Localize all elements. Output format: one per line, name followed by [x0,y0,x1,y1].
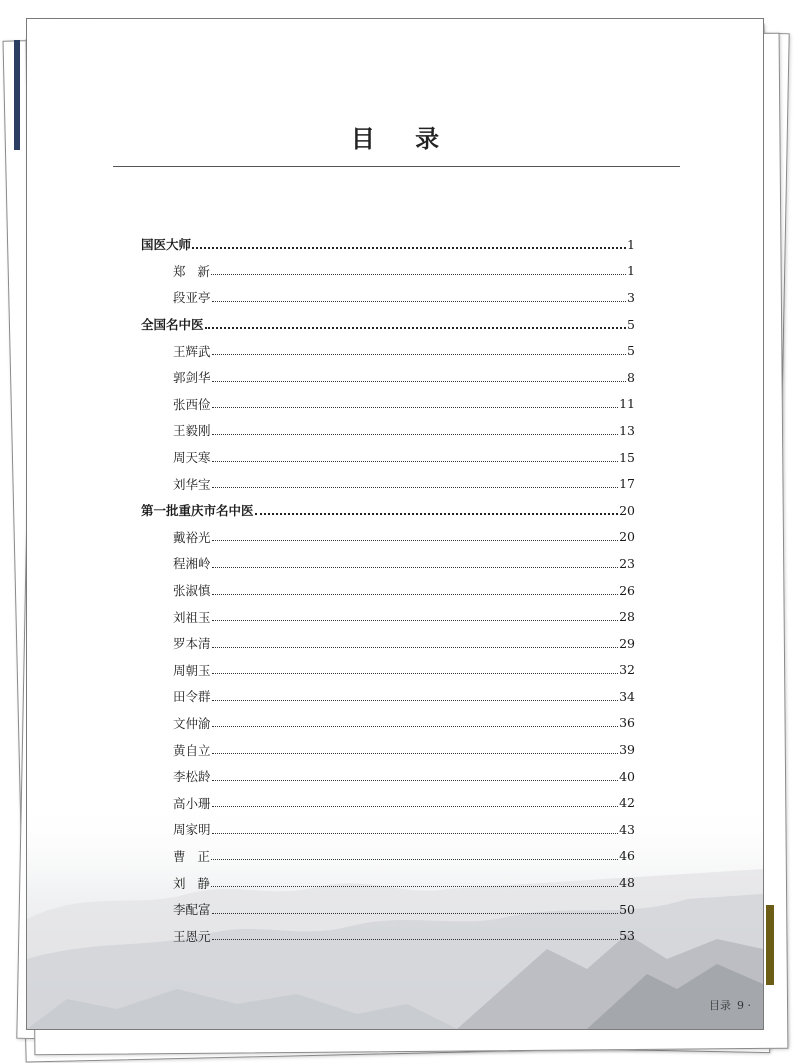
toc-item-name: 第一批重庆市名中医 [141,503,254,519]
toc-item-name: 周朝玉 [173,662,211,678]
toc-entry-row[interactable] [141,657,635,684]
dot-leader [212,567,619,568]
toc-entry-row[interactable] [141,258,635,285]
toc-page-number: 5 [627,316,635,332]
dot-leader [212,487,619,488]
dot-leader [212,939,619,940]
dot-leader [205,327,627,329]
toc-item-name: 文仲渝 [173,715,211,731]
dot-leader [255,513,619,515]
toc-entry-row[interactable] [141,843,635,870]
toc-page-number: 1 [627,236,635,252]
dot-leader [212,301,627,302]
toc-item-name: 田令群 [173,689,211,705]
toc-entry-row[interactable] [141,869,635,896]
toc-entry-row[interactable] [141,896,635,923]
toc-page-number: 26 [619,582,635,598]
dot-leader [212,753,619,754]
toc-item-name: 全国名中医 [141,317,204,333]
toc-entry-row[interactable] [141,816,635,843]
toc-page-number: 40 [619,768,635,784]
toc-page-number: 1 [627,263,635,279]
toc-page-number: 17 [619,476,635,492]
dot-leader [212,700,619,701]
toc-page-number: 8 [627,369,635,385]
toc-entry-row[interactable] [141,470,635,497]
toc-page [26,18,764,1030]
toc-item-name: 罗本清 [173,636,211,652]
toc-item-name: 国医大师 [141,237,192,253]
toc-entry-row[interactable] [141,789,635,816]
dot-leader [192,247,626,249]
toc-page-number: 13 [619,422,635,438]
toc-entry-row[interactable] [141,922,635,949]
toc-entry-row[interactable] [141,337,635,364]
book-edge-blue [14,40,20,150]
toc-item-name: 王毅刚 [173,423,211,439]
footer-page-number: 9 · [737,999,751,1012]
toc-item-name: 张西俭 [173,396,211,412]
dot-leader [212,381,627,382]
toc-section-row[interactable] [141,497,635,524]
toc-item-name: 李松龄 [173,769,211,785]
dot-leader [212,461,619,462]
toc-page-number: 43 [619,821,635,837]
page-footer [703,997,751,1013]
dot-leader [212,594,619,595]
page-title: 目 录 [350,125,456,153]
table-of-contents [141,231,635,949]
dot-leader [212,540,619,541]
toc-page-number: 15 [619,449,635,465]
dot-leader [211,886,618,887]
toc-entry-row[interactable] [141,284,635,311]
toc-page-number: 36 [619,715,635,731]
dot-leader [212,913,619,914]
toc-item-name: 周家明 [173,822,211,838]
toc-page-number: 5 [627,343,635,359]
toc-page-number: 23 [619,555,635,571]
dot-leader [212,354,627,355]
title-divider [113,166,680,167]
toc-item-name: 曹 正 [173,848,210,864]
toc-item-name: 段亚亭 [173,290,211,306]
dot-leader [212,407,619,408]
toc-item-name: 刘 静 [173,875,210,891]
toc-section-row[interactable] [141,231,635,258]
dot-leader [212,780,619,781]
toc-entry-row[interactable] [141,550,635,577]
toc-item-name: 王辉武 [173,343,211,359]
toc-item-name: 郭剑华 [173,370,211,386]
toc-item-name: 周天寒 [173,450,211,466]
toc-entry-row[interactable] [141,524,635,551]
toc-entry-row[interactable] [141,736,635,763]
dot-leader [211,859,618,860]
toc-entry-row[interactable] [141,577,635,604]
toc-item-name: 高小珊 [173,795,211,811]
toc-page-number: 28 [619,609,635,625]
footer-label: 目录 [709,999,731,1012]
toc-entry-row[interactable] [141,364,635,391]
toc-entry-row[interactable] [141,683,635,710]
toc-item-name: 李配富 [173,902,211,918]
toc-entry-row[interactable] [141,710,635,737]
toc-entry-row[interactable] [141,603,635,630]
toc-page-number: 34 [619,688,635,704]
toc-page-number: 32 [619,662,635,678]
toc-item-name: 张淑慎 [173,583,211,599]
dot-leader [211,274,626,275]
toc-page-number: 53 [619,928,635,944]
toc-page-number: 20 [619,529,635,545]
toc-entry-row[interactable] [141,417,635,444]
toc-page-number: 20 [619,502,635,518]
toc-page-number: 29 [619,635,635,651]
toc-page-number: 3 [627,289,635,305]
dot-leader [212,434,619,435]
toc-entry-row[interactable] [141,391,635,418]
toc-page-number: 42 [619,795,635,811]
toc-item-name: 王恩元 [173,928,211,944]
toc-item-name: 刘祖玉 [173,609,211,625]
dot-leader [212,806,619,807]
toc-page-number: 48 [619,875,635,891]
toc-entry-row[interactable] [141,630,635,657]
toc-item-name: 程湘岭 [173,556,211,572]
toc-page-number: 11 [619,396,635,412]
toc-item-name: 刘华宝 [173,476,211,492]
dot-leader [212,673,619,674]
dot-leader [212,647,619,648]
toc-item-name: 黄自立 [173,742,211,758]
dot-leader [212,726,619,727]
toc-page-number: 46 [619,848,635,864]
book-edge-gold [766,905,774,985]
toc-entry-row[interactable] [141,763,635,790]
dot-leader [212,620,619,621]
toc-item-name: 戴裕光 [173,529,211,545]
toc-section-row[interactable] [141,311,635,338]
toc-item-name: 郑 新 [173,263,210,279]
dot-leader [212,833,619,834]
toc-entry-row[interactable] [141,444,635,471]
toc-page-number: 50 [619,901,635,917]
toc-page-number: 39 [619,742,635,758]
